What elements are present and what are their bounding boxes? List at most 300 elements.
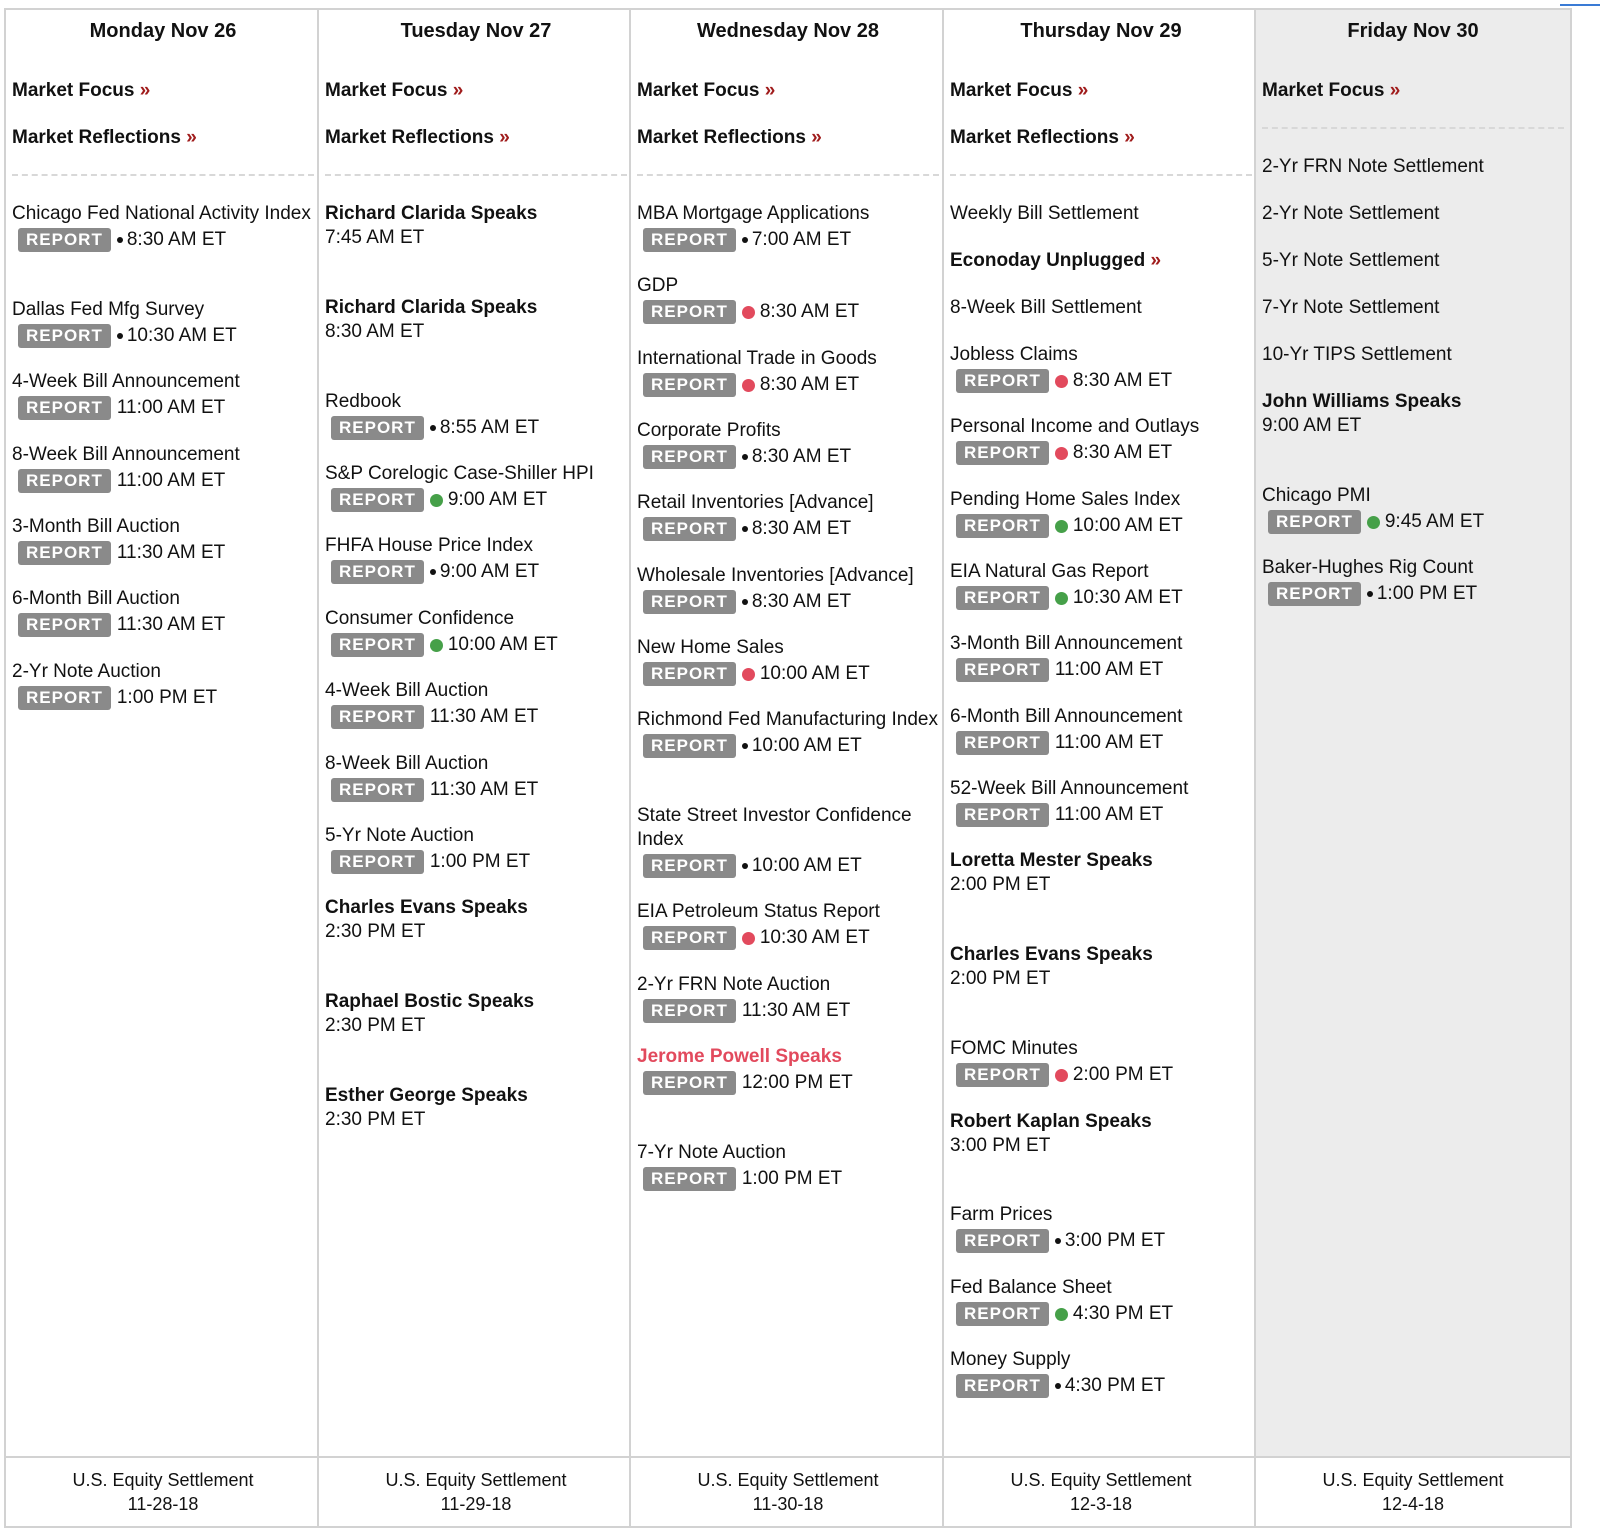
report-button[interactable]: REPORT xyxy=(331,633,424,657)
event-name: John Williams Speaks xyxy=(1262,391,1462,412)
event-time: 8:30 AM ET xyxy=(751,446,852,467)
chevron-right-icon: » xyxy=(805,127,822,148)
event-time: 8:55 AM ET xyxy=(439,417,540,438)
scroll-indicator xyxy=(1560,4,1600,6)
event-report-row xyxy=(950,441,1254,465)
bullet-icon xyxy=(742,526,748,532)
high-importance-dot-icon xyxy=(742,306,755,319)
event-item xyxy=(950,202,1254,226)
report-button[interactable]: REPORT xyxy=(956,731,1049,755)
bullet-icon xyxy=(1367,591,1373,597)
event-item xyxy=(325,534,629,584)
event-item xyxy=(1262,556,1566,606)
event-item xyxy=(950,1037,1254,1087)
event-item xyxy=(637,1141,941,1191)
section-divider xyxy=(637,174,939,176)
event-report-row xyxy=(1262,582,1566,606)
report-button[interactable]: REPORT xyxy=(643,517,736,541)
event-item xyxy=(12,443,316,493)
event-name: 2-Yr FRN Note Settlement xyxy=(1262,156,1484,177)
event-report-row xyxy=(950,369,1254,393)
report-button[interactable]: REPORT xyxy=(956,658,1049,682)
market-focus-link[interactable] xyxy=(1262,80,1400,102)
event-report-row xyxy=(325,633,629,657)
market-reflections-link[interactable] xyxy=(637,127,822,149)
event-item xyxy=(12,370,316,420)
event-time: 1:00 PM ET xyxy=(1376,583,1478,604)
section-divider xyxy=(12,174,314,176)
report-button[interactable]: REPORT xyxy=(331,416,424,440)
event-report-row xyxy=(637,1071,941,1095)
report-button[interactable]: REPORT xyxy=(1268,510,1361,534)
event-report-row xyxy=(637,662,941,686)
event-item xyxy=(950,632,1254,682)
event-item xyxy=(12,587,316,637)
market-focus-label: Market Focus xyxy=(12,80,135,101)
bullet-icon xyxy=(742,743,748,749)
event-time: 10:30 AM ET xyxy=(1072,587,1183,608)
event-item xyxy=(637,347,941,397)
event-item xyxy=(325,679,629,729)
event-name: 4-Week Bill Announcement xyxy=(12,371,240,392)
high-importance-dot-icon xyxy=(742,668,755,681)
market-focus-label: Market Focus xyxy=(637,80,760,101)
report-button[interactable]: REPORT xyxy=(956,1229,1049,1253)
event-time: 11:30 AM ET xyxy=(429,779,539,800)
report-button[interactable]: REPORT xyxy=(331,488,424,512)
event-item xyxy=(637,274,941,324)
event-item xyxy=(325,607,629,657)
chevron-right-icon: » xyxy=(447,80,464,101)
event-report-row xyxy=(325,778,629,802)
event-report-row xyxy=(950,803,1254,827)
equity-settlement-footer xyxy=(631,1456,945,1526)
event-name: 8-Week Bill Auction xyxy=(325,753,489,774)
market-moving-dot-icon xyxy=(1055,520,1068,533)
report-button[interactable]: REPORT xyxy=(18,228,111,252)
event-item xyxy=(637,564,941,614)
report-button[interactable]: REPORT xyxy=(1268,582,1361,606)
event-item xyxy=(1262,155,1566,179)
report-button[interactable]: REPORT xyxy=(643,999,736,1023)
event-time: 7:00 AM ET xyxy=(751,229,852,250)
event-item xyxy=(325,896,629,944)
report-button[interactable]: REPORT xyxy=(643,590,736,614)
section-divider xyxy=(325,174,627,176)
report-button[interactable]: REPORT xyxy=(643,228,736,252)
event-report-row xyxy=(637,517,941,541)
event-item xyxy=(1262,202,1566,226)
event-name: Richard Clarida Speaks xyxy=(325,203,538,224)
day-column-thursday-nov-29 xyxy=(942,8,1260,1528)
market-moving-dot-icon xyxy=(430,494,443,507)
market-focus-label: Market Focus xyxy=(950,80,1073,101)
event-report-row xyxy=(637,445,941,469)
event-item xyxy=(1262,390,1566,438)
event-name: 2-Yr FRN Note Auction xyxy=(637,974,831,995)
event-report-row xyxy=(325,488,629,512)
event-report-row xyxy=(325,416,629,440)
event-name: Personal Income and Outlays xyxy=(950,416,1200,437)
event-item xyxy=(950,343,1254,393)
event-name: GDP xyxy=(637,275,679,296)
market-focus-label: Market Focus xyxy=(325,80,448,101)
event-name: Loretta Mester Speaks xyxy=(950,850,1153,871)
event-time: 10:30 AM ET xyxy=(759,927,870,948)
event-report-row xyxy=(950,731,1254,755)
event-name: S&P Corelogic Case-Shiller HPI xyxy=(325,463,594,484)
bullet-icon xyxy=(742,863,748,869)
event-time: 1:00 PM ET xyxy=(116,687,218,708)
report-button[interactable]: REPORT xyxy=(643,1167,736,1191)
event-name: Esther George Speaks xyxy=(325,1085,528,1106)
event-time: 11:30 AM ET xyxy=(116,614,226,635)
footer-title: U.S. Equity Settlement xyxy=(1010,1470,1192,1490)
event-name: Chicago Fed National Activity Index xyxy=(12,203,311,224)
report-button[interactable]: REPORT xyxy=(18,541,111,565)
event-item xyxy=(325,1084,629,1132)
event-time: 1:00 PM ET xyxy=(741,1168,843,1189)
event-item xyxy=(637,900,941,950)
event-name: EIA Petroleum Status Report xyxy=(637,901,880,922)
event-name: Fed Balance Sheet xyxy=(950,1277,1112,1298)
event-name: Raphael Bostic Speaks xyxy=(325,991,535,1012)
event-name: State Street Investor Confidence Index xyxy=(637,805,912,850)
event-item xyxy=(12,298,316,348)
event-time: 1:00 PM ET xyxy=(429,851,531,872)
event-name: 4-Week Bill Auction xyxy=(325,680,489,701)
event-report-row xyxy=(325,560,629,584)
event-time: 11:00 AM ET xyxy=(1054,732,1164,753)
day-title: Friday Nov 30 xyxy=(1347,20,1479,42)
chevron-right-icon: » xyxy=(134,80,151,101)
event-item xyxy=(1262,343,1566,367)
event-name: 6-Month Bill Announcement xyxy=(950,706,1183,727)
event-item xyxy=(637,804,941,878)
market-reflections-link[interactable] xyxy=(12,127,197,149)
event-item xyxy=(637,973,941,1023)
event-item xyxy=(637,202,941,252)
event-time: 2:30 PM ET xyxy=(325,1015,426,1036)
event-item xyxy=(637,419,941,469)
market-focus-link[interactable] xyxy=(950,80,1088,102)
event-item xyxy=(950,1348,1254,1398)
report-button[interactable]: REPORT xyxy=(956,1302,1049,1326)
bullet-icon xyxy=(742,454,748,460)
event-name: Robert Kaplan Speaks xyxy=(950,1111,1152,1132)
report-button[interactable]: REPORT xyxy=(18,686,111,710)
event-time: 8:30 AM ET xyxy=(751,518,852,539)
market-moving-dot-icon xyxy=(1055,592,1068,605)
report-button[interactable]: REPORT xyxy=(956,1063,1049,1087)
event-time: 11:30 AM ET xyxy=(116,542,226,563)
market-reflections-link[interactable] xyxy=(325,127,510,149)
event-time: 7:45 AM ET xyxy=(325,227,425,248)
event-name: FOMC Minutes xyxy=(950,1038,1078,1059)
event-name: FHFA House Price Index xyxy=(325,535,534,556)
report-button[interactable]: REPORT xyxy=(956,369,1049,393)
event-time: 8:30 AM ET xyxy=(126,229,227,250)
event-name: 8-Week Bill Announcement xyxy=(12,444,240,465)
event-time: 2:00 PM ET xyxy=(950,874,1051,895)
footer-date: 11-29-18 xyxy=(440,1494,512,1514)
report-button[interactable]: REPORT xyxy=(331,850,424,874)
day-title: Tuesday Nov 27 xyxy=(400,20,552,42)
event-item xyxy=(325,990,629,1038)
event-time: 9:00 AM ET xyxy=(1262,415,1362,436)
event-time: 12:00 PM ET xyxy=(741,1072,853,1093)
event-report-row xyxy=(1262,510,1566,534)
day-title: Wednesday Nov 28 xyxy=(697,20,879,42)
event-time: 8:30 AM ET xyxy=(325,321,425,342)
event-report-row xyxy=(637,854,941,878)
event-time: 11:30 AM ET xyxy=(429,706,539,727)
event-item xyxy=(950,777,1254,827)
chevron-right-icon: » xyxy=(1384,80,1401,101)
event-item xyxy=(637,1045,941,1095)
report-button[interactable]: REPORT xyxy=(643,854,736,878)
equity-settlement-footer xyxy=(1256,1456,1570,1526)
event-name: Charles Evans Speaks xyxy=(950,944,1153,965)
report-button[interactable]: REPORT xyxy=(18,396,111,420)
event-name: EIA Natural Gas Report xyxy=(950,561,1149,582)
report-button[interactable]: REPORT xyxy=(643,926,736,950)
bullet-icon xyxy=(1055,1238,1061,1244)
event-report-row xyxy=(637,734,941,758)
day-column-friday-nov-30 xyxy=(1254,8,1572,1528)
high-importance-dot-icon xyxy=(742,379,755,392)
day-title: Monday Nov 26 xyxy=(89,20,237,42)
high-importance-dot-icon xyxy=(1055,375,1068,388)
event-item xyxy=(1262,296,1566,320)
event-report-row xyxy=(950,1374,1254,1398)
event-time: 8:30 AM ET xyxy=(1072,442,1173,463)
market-focus-link[interactable] xyxy=(325,80,463,102)
event-name: Jerome Powell Speaks xyxy=(637,1046,842,1067)
report-button[interactable]: REPORT xyxy=(643,734,736,758)
event-name: Pending Home Sales Index xyxy=(950,489,1181,510)
event-time: 10:00 AM ET xyxy=(447,634,558,655)
report-button[interactable]: REPORT xyxy=(956,1374,1049,1398)
report-button[interactable]: REPORT xyxy=(331,560,424,584)
footer-date: 12-3-18 xyxy=(1069,1494,1133,1514)
event-report-row xyxy=(950,514,1254,538)
report-button[interactable]: REPORT xyxy=(956,514,1049,538)
event-item xyxy=(1262,484,1566,534)
event-report-row xyxy=(12,541,316,565)
event-name: Consumer Confidence xyxy=(325,608,515,629)
event-item xyxy=(325,202,629,250)
report-button[interactable]: REPORT xyxy=(18,469,111,493)
event-time: 11:00 AM ET xyxy=(116,397,226,418)
event-item xyxy=(12,515,316,565)
market-moving-dot-icon xyxy=(1367,516,1380,529)
event-item xyxy=(950,560,1254,610)
bullet-icon xyxy=(430,569,436,575)
event-report-row xyxy=(637,926,941,950)
event-time: 11:00 AM ET xyxy=(116,470,226,491)
event-report-row xyxy=(637,373,941,397)
event-name: 2-Yr Note Settlement xyxy=(1262,203,1440,224)
event-report-row xyxy=(637,590,941,614)
event-name: Richard Clarida Speaks xyxy=(325,297,538,318)
event-time: 11:00 AM ET xyxy=(1054,804,1164,825)
bullet-icon xyxy=(1055,1383,1061,1389)
event-time: 4:30 PM ET xyxy=(1064,1375,1166,1396)
event-item xyxy=(12,660,316,710)
bullet-icon xyxy=(742,599,748,605)
event-name: Money Supply xyxy=(950,1349,1071,1370)
report-button[interactable]: REPORT xyxy=(956,803,1049,827)
event-item xyxy=(950,415,1254,465)
event-item xyxy=(950,705,1254,755)
market-focus-link[interactable] xyxy=(637,80,775,102)
event-time: 11:00 AM ET xyxy=(1054,659,1164,680)
event-report-row xyxy=(12,469,316,493)
equity-settlement-footer xyxy=(6,1456,320,1526)
event-item xyxy=(637,708,941,758)
bullet-icon xyxy=(117,333,123,339)
day-column-tuesday-nov-27 xyxy=(317,8,635,1528)
event-item xyxy=(950,1203,1254,1253)
report-button[interactable]: REPORT xyxy=(643,300,736,324)
chevron-right-icon: » xyxy=(180,127,197,148)
event-time: 8:30 AM ET xyxy=(759,374,860,395)
event-item xyxy=(637,491,941,541)
event-report-row xyxy=(950,658,1254,682)
event-time: 10:00 AM ET xyxy=(1072,515,1183,536)
event-name: 5-Yr Note Auction xyxy=(325,825,474,846)
event-time: 2:30 PM ET xyxy=(325,1109,426,1130)
event-item xyxy=(325,462,629,512)
event-name: 6-Month Bill Auction xyxy=(12,588,180,609)
event-name: 7-Yr Note Settlement xyxy=(1262,297,1440,318)
event-item xyxy=(325,390,629,440)
equity-settlement-footer xyxy=(319,1456,633,1526)
event-report-row xyxy=(12,396,316,420)
chevron-right-icon: » xyxy=(493,127,510,148)
report-button[interactable]: REPORT xyxy=(956,586,1049,610)
report-button[interactable]: REPORT xyxy=(331,705,424,729)
high-importance-dot-icon xyxy=(742,932,755,945)
market-focus-label: Market Focus xyxy=(1262,80,1385,101)
event-report-row xyxy=(12,613,316,637)
event-time: 10:00 AM ET xyxy=(751,735,862,756)
footer-title: U.S. Equity Settlement xyxy=(697,1470,879,1490)
report-button[interactable]: REPORT xyxy=(331,778,424,802)
event-name: Redbook xyxy=(325,391,402,412)
event-report-row xyxy=(637,999,941,1023)
event-item xyxy=(325,296,629,344)
event-time: 8:30 AM ET xyxy=(759,301,860,322)
event-report-row xyxy=(950,1063,1254,1087)
event-name: MBA Mortgage Applications xyxy=(637,203,870,224)
event-item xyxy=(950,296,1254,320)
event-report-row xyxy=(12,324,316,348)
day-column-wednesday-nov-28 xyxy=(629,8,947,1528)
event-time: 4:30 PM ET xyxy=(1072,1303,1174,1324)
event-time: 8:30 AM ET xyxy=(751,591,852,612)
market-reflections-link[interactable] xyxy=(950,127,1135,149)
report-button[interactable]: REPORT xyxy=(956,441,1049,465)
footer-title: U.S. Equity Settlement xyxy=(385,1470,567,1490)
event-name: Retail Inventories [Advance] xyxy=(637,492,874,513)
event-name: 5-Yr Note Settlement xyxy=(1262,250,1440,271)
footer-date: 11-30-18 xyxy=(752,1494,824,1514)
event-item xyxy=(325,752,629,802)
event-time: 9:00 AM ET xyxy=(439,561,540,582)
event-item xyxy=(950,1110,1254,1158)
day-title: Thursday Nov 29 xyxy=(1020,20,1182,42)
report-button[interactable]: REPORT xyxy=(18,613,111,637)
event-name: Farm Prices xyxy=(950,1204,1053,1225)
event-item xyxy=(950,943,1254,991)
event-item xyxy=(637,636,941,686)
event-time: 9:00 AM ET xyxy=(447,489,548,510)
footer-title: U.S. Equity Settlement xyxy=(1322,1470,1504,1490)
event-name: 3-Month Bill Announcement xyxy=(950,633,1183,654)
event-name: Wholesale Inventories [Advance] xyxy=(637,565,914,586)
bullet-icon xyxy=(742,237,748,243)
event-name: Corporate Profits xyxy=(637,420,781,441)
event-report-row xyxy=(637,300,941,324)
market-reflections-label: Market Reflections xyxy=(325,127,494,148)
report-button[interactable]: REPORT xyxy=(643,445,736,469)
event-item xyxy=(12,202,316,252)
event-item xyxy=(950,1276,1254,1326)
bullet-icon xyxy=(430,425,436,431)
event-item xyxy=(1262,249,1566,273)
event-name: Baker-Hughes Rig Count xyxy=(1262,557,1474,578)
event-name: Charles Evans Speaks xyxy=(325,897,528,918)
event-name: 2-Yr Note Auction xyxy=(12,661,161,682)
market-reflections-label: Market Reflections xyxy=(950,127,1119,148)
event-report-row xyxy=(12,686,316,710)
high-importance-dot-icon xyxy=(1055,447,1068,460)
day-column-monday-nov-26 xyxy=(4,8,322,1528)
event-name: 10-Yr TIPS Settlement xyxy=(1262,344,1452,365)
bullet-icon xyxy=(117,237,123,243)
section-divider xyxy=(950,174,1252,176)
report-button[interactable]: REPORT xyxy=(18,324,111,348)
market-focus-link[interactable] xyxy=(12,80,150,102)
event-item xyxy=(950,849,1254,897)
event-time: 2:30 PM ET xyxy=(325,921,426,942)
event-time: 9:45 AM ET xyxy=(1384,511,1485,532)
event-item xyxy=(950,249,1254,273)
report-button[interactable]: REPORT xyxy=(643,1071,736,1095)
event-item xyxy=(950,488,1254,538)
footer-date: 12-4-18 xyxy=(1381,1494,1445,1514)
event-report-row xyxy=(12,228,316,252)
report-button[interactable]: REPORT xyxy=(643,662,736,686)
economic-calendar xyxy=(4,4,1600,1528)
event-time: 10:30 AM ET xyxy=(126,325,237,346)
equity-settlement-footer xyxy=(944,1456,1258,1526)
high-importance-dot-icon xyxy=(1055,1069,1068,1082)
event-name: Jobless Claims xyxy=(950,344,1078,365)
report-button[interactable]: REPORT xyxy=(643,373,736,397)
event-time: 8:30 AM ET xyxy=(1072,370,1173,391)
event-name[interactable]: Econoday Unplugged » xyxy=(950,249,1254,273)
chevron-right-icon: » xyxy=(1072,80,1089,101)
event-report-row xyxy=(637,228,941,252)
event-item xyxy=(325,824,629,874)
event-report-row xyxy=(637,1167,941,1191)
event-name: Dallas Fed Mfg Survey xyxy=(12,299,205,320)
event-time: 3:00 PM ET xyxy=(1064,1230,1166,1251)
event-time: 11:30 AM ET xyxy=(741,1000,851,1021)
